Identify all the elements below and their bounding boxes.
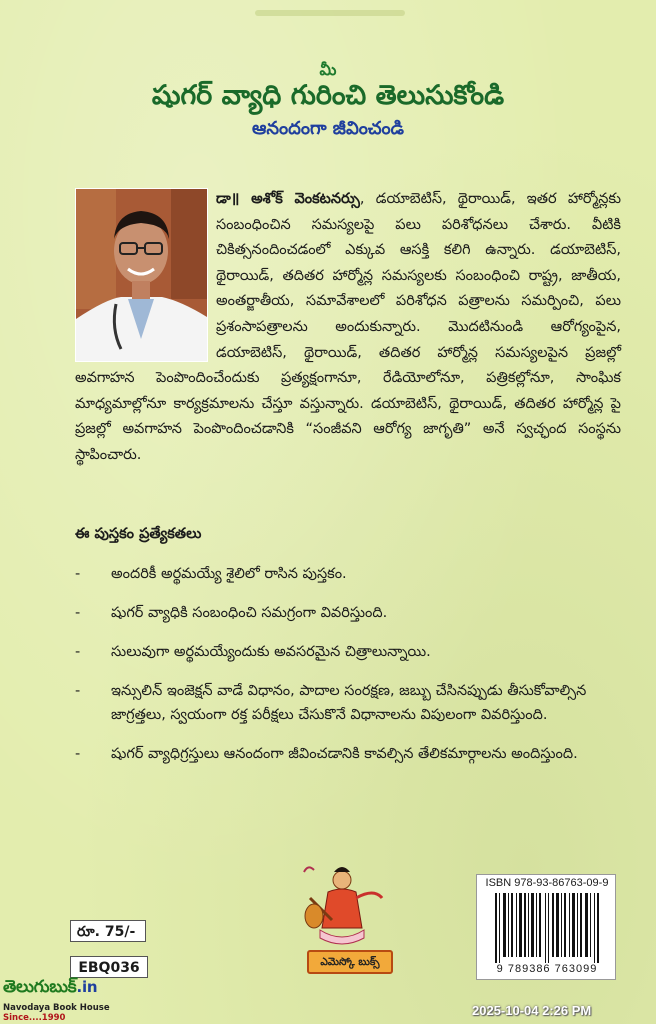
book-subtitle: ఆనందంగా జీవించండి [251, 118, 404, 139]
bookstore-logo [3, 977, 128, 1023]
brand-domain: .in [76, 978, 98, 996]
isbn-text: ISBN 978-93-86763-09-9 [485, 877, 609, 889]
top-decoration [255, 10, 405, 16]
feature-text: షుగర్ వ్యాధికి సంబంధించి సమగ్రంగా వివరిస్తుంది. [111, 605, 388, 621]
feature-item [75, 601, 625, 625]
feature-text: అందరికీ అర్థమయ్యే శైలిలో రాసిన పుస్తకం. [111, 566, 347, 582]
price-label: రూ. 75/- [70, 920, 146, 942]
brand-since: Since....1990 [3, 1013, 66, 1023]
book-title: షుగర్ వ్యాధి గురించి తెలుసుకోండి [151, 80, 505, 111]
feature-item [75, 562, 625, 586]
publisher-label: ఎమెస్కో బుక్స్ [307, 950, 393, 974]
author-bio [75, 187, 621, 469]
isbn-barcode-box [476, 874, 616, 980]
book-code: EBQ036 [70, 956, 148, 978]
features-list [75, 562, 625, 781]
barcode-icon [495, 893, 599, 963]
feature-text: ఇన్సులిన్ ఇంజెక్షన్ వాడే విధానం, పాదాల సంరక్షణ, జబ్బు చేసినప్పుడు తీసుకోవాల్సిన జాగ్రత్తలు, స్వయంగా రక్త పరీక్షలు చేసుకొనే విధానాలను విపులంగా వివరిస్తుంది. [111, 683, 587, 723]
brand-subtitle: Navodaya Book House [3, 1003, 110, 1013]
feature-text: షుగర్ వ్యాధిగ్రస్తులు ఆనందంగా జీవించడానికి కావల్సిన తేలికమార్గాలను అందిస్తుంది. [111, 746, 578, 762]
bullet-dash: - [75, 566, 81, 582]
feature-item [75, 742, 625, 766]
brand-name-telugu: తెలుగుబుక్ [3, 977, 77, 997]
photo-timestamp: 2025-10-04 2:26 PM [472, 1003, 592, 1018]
feature-text: సులువుగా అర్థమయ్యేందుకు అవసరమైన చిత్రాలున్నాయి. [111, 644, 431, 660]
feature-item [75, 679, 625, 727]
feature-item [75, 640, 625, 664]
bullet-dash: - [75, 746, 81, 762]
author-bio-text: , డయాబెటిస్, థైరాయిడ్, ఇతర హార్మోన్లకు సంబంధించిన సమస్యలపై పలు పరిశోధనలు చేశారు. వీటికి చికిత్సనందించడంలో ఎక్కువ ఆసక్తి కలిగి ఉన్నారు. డయాబెటిస్, థైరాయిడ్, తదితర హార్మోన్ల సమస్యలకు సంబంధించి రాష్ట్ర, జాతీయ, అంతర్జాతీయ, సమావేశాలలో పరిశోధన పత్రాలను సమర్పించి, పలు ప్రశంసాపత్రాలను అందుకున్నారు. మొదటినుండి ఆరోగ్యంపైన, డయాబెటిస్, థైరాయిడ్, తదితర హార్మోన్ల సమస్యలపైన ప్రజల్లో అవగాహన పెంపొందించేందుకు ప్రత్యక్షంగానూ, రేడియోలోనూ, పత్రికల్లోనూ, సాంఘిక మాధ్యమాల్లోనూ కార్యక్రమాలను చేస్తూ వస్తున్నారు. డయాబెటిస్, థైరాయిడ్, తదితర హార్మోన్ల పై ప్రజల్లో అవగాహన పెంపొందించడానికి “సంజీవని ఆరోగ్య జాగృతి” అనే స్వచ్ఛంద సంస్థను స్థాపించారు. [75, 191, 621, 463]
bullet-dash: - [75, 644, 81, 660]
features-heading: ఈ పుస్తకం ప్రత్యేకతలు [75, 526, 202, 542]
author-name: డా॥ అశోక్ వెంకటనర్సు [216, 191, 360, 207]
isbn-number: 9 789386 763099 [496, 963, 598, 975]
bullet-dash: - [75, 605, 81, 621]
bullet-dash: - [75, 683, 81, 699]
header-small-text: మీ [319, 60, 337, 79]
